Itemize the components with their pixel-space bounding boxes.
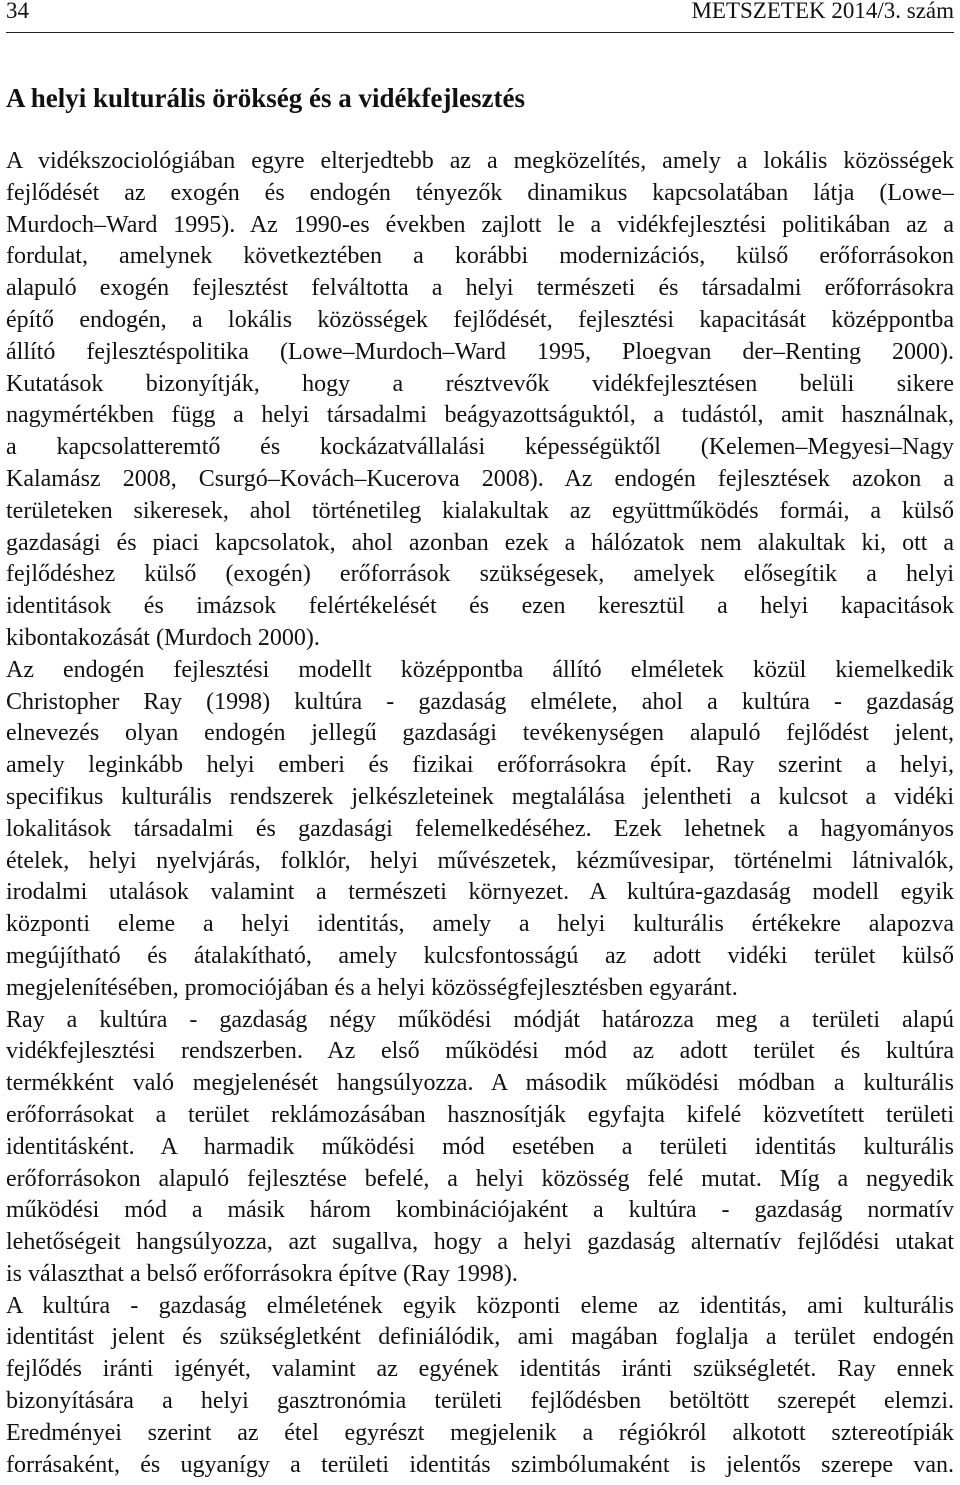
text-line: fejlődését az exogén és endogén tényezők dinamikus kapcsolatában látja (Lowe– — [6, 179, 954, 206]
text-line: központi eleme a helyi identitás, amely a helyi kulturális értékekre alapozva — [6, 911, 954, 938]
text-line: alapuló exogén fejlesztést felváltotta a helyi természeti és társadalmi erőforrásokra — [6, 275, 954, 302]
paragraph — [6, 655, 954, 1005]
text-line: gazdasági és piaci kapcsolatok, ahol azonban ezek a hálózatok nem alakultak ki, ott a — [6, 529, 954, 556]
text-line: működési mód a másik három kombinációjaként a kultúra - gazdaság normatív — [6, 1197, 954, 1224]
page-number: 34 — [6, 0, 29, 23]
text-line: lehetőségeit hangsúlyozza, azt sugallva, hogy a helyi gazdaság alternatív fejlődési utakat — [6, 1229, 954, 1256]
header-rule — [6, 32, 954, 33]
journal-issue: METSZETEK 2014/3. szám — [691, 0, 954, 23]
text-line: is választhat a belső erőforrásokra építve (Ray 1998). — [6, 1260, 518, 1287]
text-line: A kultúra - gazdaság elméletének egyik központi eleme az identitás, ami kulturális — [6, 1292, 954, 1319]
paragraph — [6, 1005, 954, 1291]
text-line: identitást jelent és szükségletként definiálódik, ami magában foglalja a terület endogén — [6, 1324, 954, 1351]
text-line: erőforrásokat a terület reklámozásában hasznosítják egyfajta kifelé közvetített területi — [6, 1101, 954, 1128]
text-line: területeken sikeresek, ahol történetileg kialakultak az együttműködés formái, a külső — [6, 497, 954, 524]
text-line: Ray a kultúra - gazdaság négy működési módját határozza meg a területi alapú — [6, 1006, 954, 1033]
text-line: megújítható és átalakítható, amely kulcsfontosságú az adott vidéki terület külső — [6, 942, 954, 969]
text-line: Eredményei szerint az étel egyrészt megjelenik a régiókról alkotott sztereotípiák — [6, 1419, 954, 1446]
text-line: irodalmi utalások valamint a természeti környezet. A kultúra-gazdaság modell egyik — [6, 879, 954, 906]
paragraph — [6, 1291, 954, 1482]
text-line: állító fejlesztéspolitika (Lowe–Murdoch–Ward 1995, Ploegvan der–Renting 2000). — [6, 338, 954, 365]
article-title: A helyi kulturális örökség és a vidékfejlesztés — [6, 83, 525, 113]
text-line: Murdoch–Ward 1995). Az 1990-es években zajlott le a vidékfejlesztési politikában az a — [6, 211, 954, 238]
text-line: Kutatások bizonyítják, hogy a résztvevők vidékfejlesztésen belüli sikere — [6, 370, 954, 397]
article-body — [6, 146, 954, 1481]
text-line: forrásaként, és ugyanígy a területi identitás szimbólumaként is jelentős szerepe van. — [6, 1451, 954, 1478]
text-line: megjelenítésében, promociójában és a helyi közösségfejlesztésben egyaránt. — [6, 974, 738, 1001]
text-line: építő endogén, a lokális közösségek fejlődését, fejlesztési kapacitását középpontba — [6, 306, 954, 333]
text-line: fejlődéshez külső (exogén) erőforrások szükségesek, amelyek elősegítik a helyi — [6, 561, 954, 588]
text-line: bizonyítására a helyi gasztronómia területi fejlődésben betöltött szerepét elemzi. — [6, 1388, 954, 1415]
text-line: elnevezés olyan endogén jellegű gazdasági tevékenységen alapuló fejlődést jelent, — [6, 720, 954, 747]
text-line: Christopher Ray (1998) kultúra - gazdaság elmélete, ahol a kultúra - gazdaság — [6, 688, 954, 715]
text-line: lokalitások társadalmi és gazdasági felemelkedéséhez. Ezek lehetnek a hagyományos — [6, 815, 954, 842]
text-line: kibontakozását (Murdoch 2000). — [6, 624, 320, 651]
text-line: vidékfejlesztési rendszerben. Az első működési mód az adott terület és kultúra — [6, 1038, 954, 1065]
text-line: A vidékszociológiában egyre elterjedtebb az a megközelítés, amely a lokális közösségek — [6, 148, 954, 174]
text-line: nagymértékben függ a helyi társadalmi beágyazottságuktól, a tudástól, amit használnak, — [6, 402, 954, 429]
text-line: erőforrásokon alapuló fejlesztése befelé, a helyi közösség felé mutat. Míg a negyedik — [6, 1165, 954, 1192]
page-header — [6, 0, 954, 24]
text-line: specifikus kulturális rendszerek jelkészleteinek megtalálása jelentheti a kulcsot a vidéki — [6, 783, 954, 810]
text-line: Az endogén fejlesztési modellt középpontba állító elméletek közül kiemelkedik — [6, 656, 954, 683]
text-line: fordulat, amelynek következtében a korábbi modernizációs, külső erőforrásokon — [6, 243, 954, 270]
text-line: fejlődés iránti igényét, valamint az egyének identitás iránti szükségletét. Ray ennek — [6, 1356, 954, 1383]
text-line: identitásként. A harmadik működési mód esetében a területi identitás kulturális — [6, 1133, 954, 1160]
text-line: a kapcsolatteremtő és kockázatvállalási képességüktől (Kelemen–Megyesi–Nagy — [6, 434, 954, 461]
text-line: termékként való megjelenését hangsúlyozza. A második működési módban a kulturális — [6, 1070, 954, 1097]
text-line: identitások és imázsok felértékelését és ezen keresztül a helyi kapacitások — [6, 593, 954, 620]
paragraph — [6, 146, 954, 655]
text-line: ételek, helyi nyelvjárás, folklór, helyi művészetek, kézművesipar, történelmi látnivalók, — [6, 847, 954, 874]
text-line: amely leginkább helyi emberi és fizikai erőforrásokra épít. Ray szerint a helyi, — [6, 752, 954, 779]
text-line: Kalamász 2008, Csurgó–Kovách–Kucerova 2008). Az endogén fejlesztések azokon a — [6, 465, 954, 492]
